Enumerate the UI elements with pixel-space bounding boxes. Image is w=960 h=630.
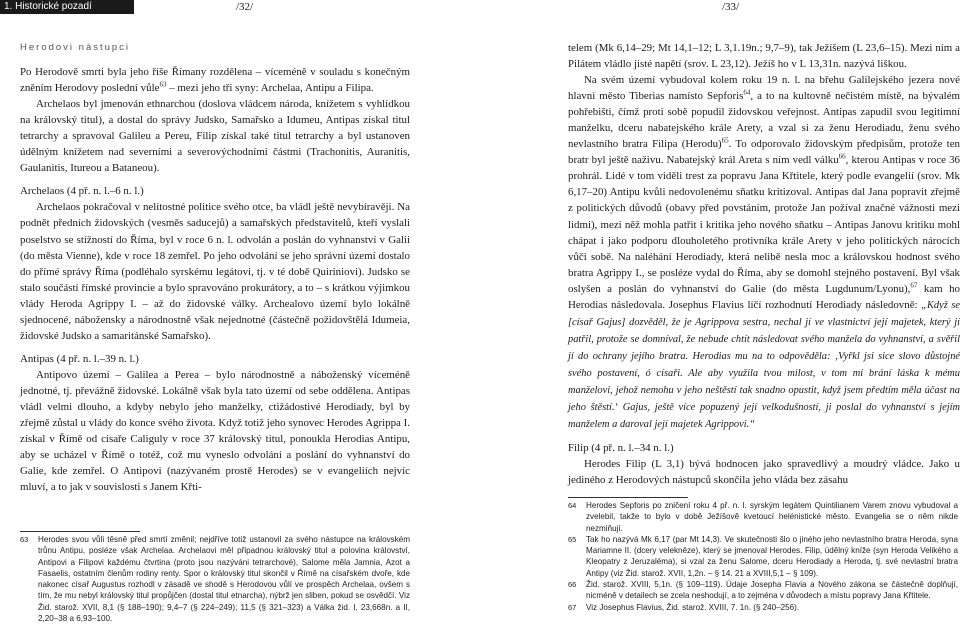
josephus-quote: „Když se [císař Gajus] dozvěděl, že je Agrippova sestra, nechal jí ve vlastnictví její majetek, který jí patřil, protože se domníval, že nebude chtít následovat svého manžela do vyhnanství, a svěřil jí do ochrany jejího bratra. Herodias mu na to odpověděla: ‚Vyřkl jsi sice slovo důstojné svého postavení, ó císaři. Ale aby využila tvou milost, v tom mi brání láska k mému manželovi, jehož nemohu v jeho neštěstí tak snadno opustit, když jsem předtím měla účast na jeho štěstí.‘ Gajus, ještě více popuzený její velkodušností, ji poslal do vyhnanství s jejím manželem a daroval její majetek Agrippovi.“	[568, 299, 960, 431]
footnote-63: 63 Herodes svou vůli těsně před smrtí změnil; nejdříve totiž ustanovil za svého nástupce na královském trůnu Antipu, posléze však Archelaa. Archelaovi měl připadnou královský titul a polovina království, Antipovi a Filipovi každému čtvrtina (proto jsou nazýváni tetrarchové), Salome měla Jamnia, Azot a Fasaelis, ostatním členům rodiny renty. Spor o královský titul skončil v Římě na císařském dvoře, kde nakonec císař Augustus rozhodl v zásadě ve shodě s Herodovou vůlí ve prospěch Archelaa, ovšem s tím, že mu nebyl královský titul propůjčen (dostal titul etnarcha), nýbrž jen sliben, pokud se osvědčí. Viz Žid. starož. XVII, 8,1 (§ 188–190); 9,4–7 (§ 224–249); 11,5 (§ 321–323) a Válka žid. I, 23,668n. a II, 2,20–38 a 6,93–100.	[20, 535, 410, 624]
footnote-65: 65 Tak ho nazývá Mk 6,17 (par Mt 14,3). Ve skutečnosti šlo o jiného jeho nevlastního bratra Heroda, syna Mariamne II. (dcery velekněze), který se jmenoval Herodes. Filip, údělný kníže (syn Heroda Velikého a Kleopatry z Jeruzaléma), si vzal za ženu Salome, dceru Herodiady a Heroda, tj. své nevlastní bratra Antipy (viz Žid. starož. XVII, 1,2n. – § 14. 21 a XVIII,5,1 – § 109).	[568, 534, 958, 578]
footnotes-right	[568, 500, 958, 613]
footnote-ref-66[interactable]: 66	[838, 152, 846, 161]
footnote-ref-63[interactable]: 63	[159, 80, 167, 89]
archelaos-heading: Archelaos (4 př. n. l.–6 n. l.)	[20, 185, 144, 198]
right-page-body	[568, 40, 960, 488]
footnote-ref-64[interactable]: 64	[743, 88, 751, 97]
antipas-continued: telem (Mk 6,14–29; Mt 14,1–12; L 3,1.19n.; 9,7–9), tak Ježíšem (L 23,6–15). Mezi ním a Pilátem vládlo jisté napětí (srov. L 23,12). Ježíš ho v L 13,31n. nazývá liškou.	[568, 42, 960, 71]
antipas-paragraph: Antipovo území – Galilea a Perea – bylo národnostně a náboženský víceméně jednotné, tj. převážně židovské. Lokálně však byla tato území od sebe oddělena. Antipas vládl velmi dlouho, a kdyby nebylo jeho manželky, ctižádostivé Herodiady, byl by zřejmě zůstal u vlády do konce svého života. Když totiž jeho synovec Herodes Agrippa I. získal v Římě od císaře Caliguly v roce 37 královský titul, ponoukla Herodias Antipu, aby se ucházel v Římě o totéž, což mu vyneslo odvolání a poslání do vyhnanství do Galie, kde zemřel. O Antipovi (nazývaném prostě Herodes) se v evangeliích nejvíc mluví, a to jak v souvislosti s Janem Křti-	[20, 368, 410, 494]
chapter-title: 1. Historické pozadí novozákonní doby	[0, 0, 134, 14]
footnote-64: 64 Herodes Sepforis po zničení roku 4 př. n. l. syrským legátem Quintilianem Varem znovu vybudoval a zvelebil, takže to bylo v době Ježíšově kvetoucí helénistické město. Evangelia se o něm nikde nezmiňují.	[568, 501, 958, 533]
filip-heading: Filip (4 př. n. l.–34 n. l.)	[568, 442, 674, 455]
intro-paragraph: Po Herodově smrti byla jeho říše Římany rozdělena – víceméně v souladu s konečným zněním Herodovy poslední vůle$^{63}$ – mezi jeho tři syny: Archelaa, Antipu a Filipa.	[20, 66, 410, 95]
footnote-ref-65[interactable]: 65	[721, 136, 729, 145]
section-heading: Herodovi nástupci	[20, 42, 131, 53]
filip-paragraph: Herodes Filip (L 3,1) bývá hodnocen jako spravedlivý a moudrý vládce. Jako u jediného z Herodových nástupců skončila jeho vláda bez zásahu	[568, 458, 960, 487]
page-number-right: /33/	[722, 1, 740, 13]
left-page-body	[20, 40, 410, 495]
footnote-rule-right	[568, 497, 688, 498]
page-number-left: /32/	[236, 1, 254, 13]
tiberias-paragraph: Na svém území vybudoval kolem roku 19 n. l. na břehu Galilejského jezera nové hlavní město Tiberias namísto Sepforis$^{64}$, a to na kultovně nečistém místě, na bývalém pohřebišti, čímž proti sobě popudil židovskou veřejnost. Antipas zapudil svou legitimní manželku, dceru nabatejského krále Arety, a vzal si za ženu Herodiadu, ženu svého nevlastního bratra Filipa (Herodu)$^{65}$. To odporovalo židovským předpisům, protože ten bratr byl ještě naživu. Nabatejský král Areta s ním vedl válku$^{66}$, kterou Antipas v roce 36 prohrál. Lidé v tom viděli trest za popravu Jana Křtitele, který podle evangelií (srov. Mk 6,17–20) Antipu kvůli nedovolenému sňatku kritizoval. Antipas dal Jana popravit zřejmě z politických důvodů (obavy před povstáním, protože Jan požíval značné vážnosti mezi lidmi), mezi něž mohla patřit i kritika jeho nového sňatku – Antipas Janovu kritiku mohl chápat i jako podporu dlouholetého protivníka krále Arety v jeho politických nárocích vůči sobě. Na naléhání Herodiady, která nelibě nesla moc a královskou hodnost svého bratra Agrippy I., se posléze vydal do Říma, aby se domohl stejného postavení. Byl však oslyšen a poslán do vyhnanství do Galie (do města Lugdunum/Lyonu),$^{67}$ kam ho Herodias následovala. Josephus Flavius líčí rozhodnutí Herodiady následovně: „Když se [císař Gajus] dozvěděl, že je Agrippova sestra, nechal jí ve vlastnictví její majetek, který jí patřil, protože se domníval, že nebude chtít následovat svého manžela do vyhnanství, a svěřil jí do ochrany jejího bratra. Herodias mu na to odpověděla: ‚Vyřkl jsi sice slovo důstojné svého postavení, ó císaři. Ale aby využila tvou milost, v tom mi brání láska k mému manželovi, jehož nemohu v jeho neštěstí tak snadno opustit, když jsem předtím měla účast na jeho štěstí.‘ Gajus, ještě více popuzený její velkodušností, ji poslal do vyhnanství s jejím manželem a daroval její majetek Agrippovi.“	[568, 74, 960, 431]
antipas-heading: Antipas (4 př. n. l.–39 n. l.)	[20, 352, 139, 365]
footnotes-left	[20, 534, 410, 624]
archelaos-overview: Archelaos byl jmenován ethnarchou (doslova vládcem národa, knížetem s vyhlídkou na královský titul), a dostal do správy Judsko, Samařsko a Idumeu, Antipas získal titul tetrarchy a spravoval Galileu a Pereu, Filip získal také titul tetrarchy a byl ustanoven údělným knížetem nad severními a severovýchodními částmi (Trachonitis, Auranitis, Gaulanitis, Itureou a Bataneou).	[20, 98, 410, 175]
footnote-67: 67 Viz Josephus Flavius, Žid. starož. XVIII, 7. 1n. (§ 240–256).	[568, 602, 800, 612]
footnote-66: 66 Žid. starož. XVIII, 5,1n. (§ 109–119). Údaje Josepha Flavia a Nového zákona se částečně doplňují, nicméně v detailech se zcela neshodují, a to zejména v důvodech a místu popravy Jana Křtitele.	[568, 580, 958, 601]
footnote-ref-67[interactable]: 67	[910, 281, 918, 290]
archelaos-paragraph: Archelaos pokračoval v nelítostné politice svého otce, ba vládl ještě nevybíravěji. Na podnět předních židovských (vesměs saducejů) a samařských představitelů, kteří vyslali poselstvo se stížností do Říma, byl v roce 6 n. l. odvolán a poslán do vyhnanství v Galii (do města Vienne), kde v roce 18 zemřel. Po jeho odvolání se jeho správní území dostalo do přímé správy Říma (podléhalo syrskému legátovi, tj. v té době Quiriniovi). Judsko se stalo součástí římské provincie a bylo spravováno prokurátory, a to – s krátkou výjimkou vlády Heroda Agrippy I. – až do židovské války. Archealovo území bylo lokálně sjednocené, nábožensky a národnostně však nejednotné (částečně požidovštělá Idumeia, židovské Judsko a samaritánské Samařsko).	[20, 201, 410, 342]
footnote-rule-left	[20, 531, 140, 532]
